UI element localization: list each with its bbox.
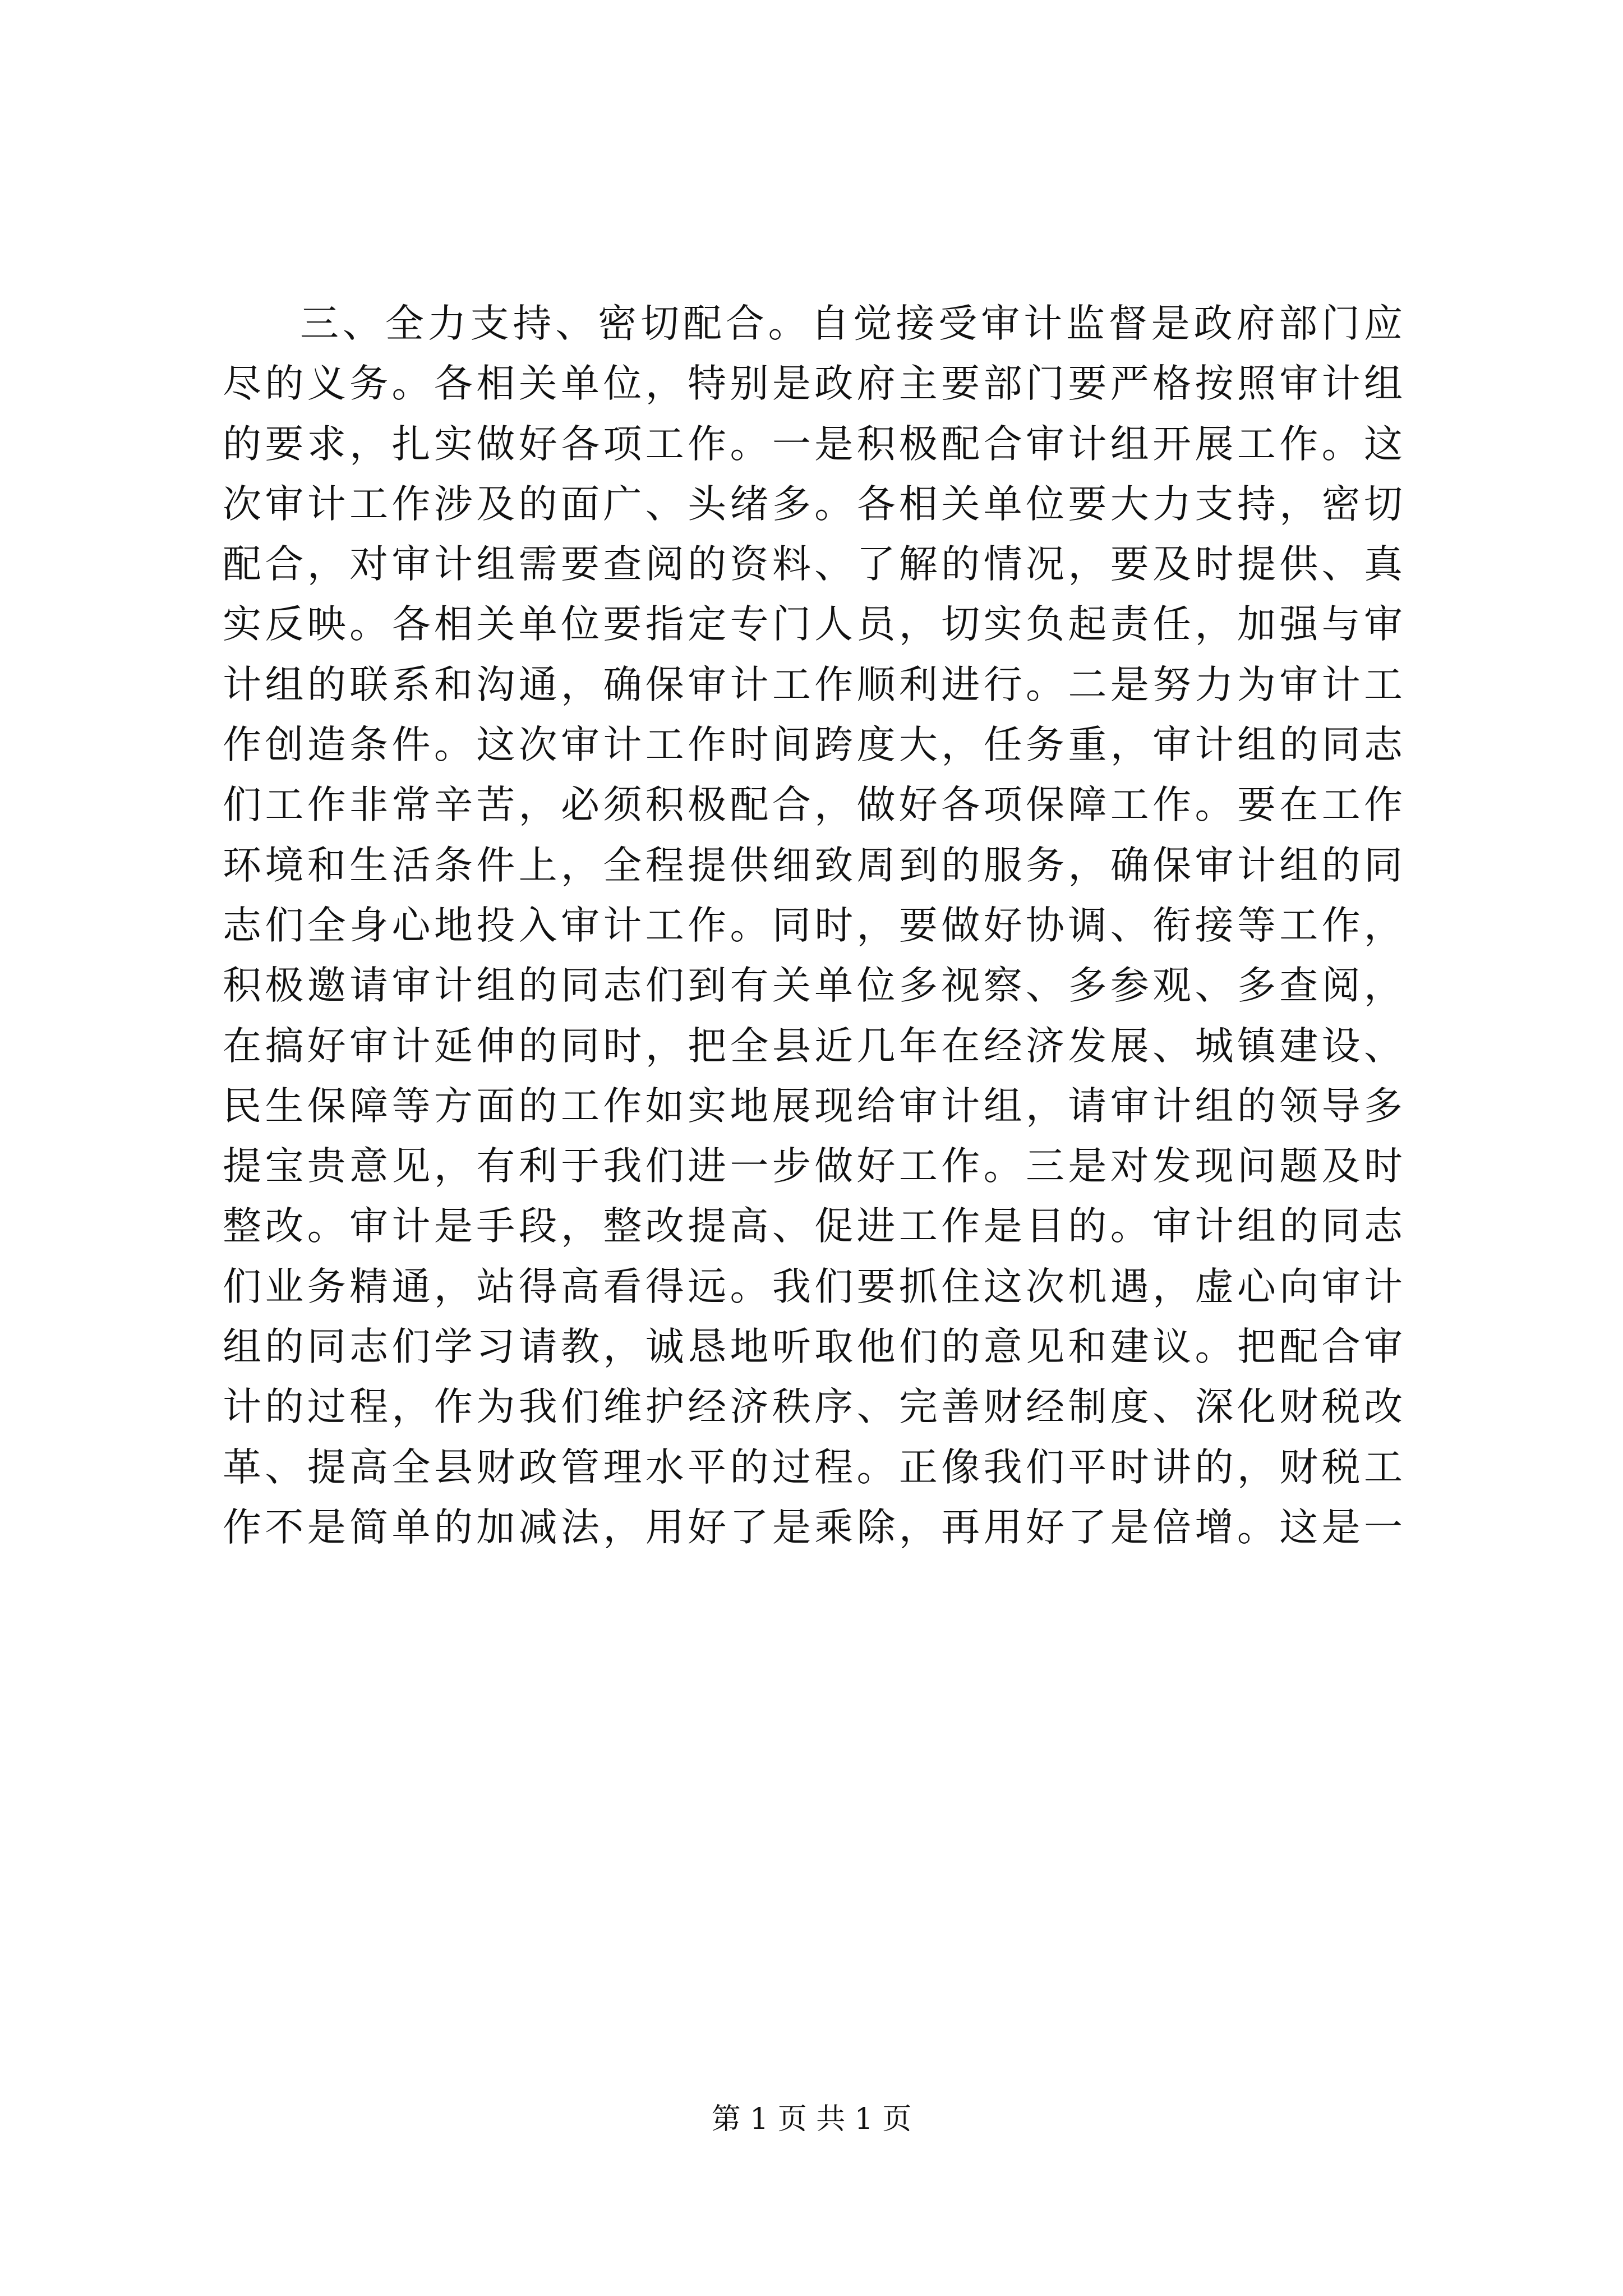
page-footer: 第 1 页 共 1 页 — [711, 2102, 912, 2136]
text-line: 提宝贵意见，有利于我们进一步做好工作。三是对发现问题及时 — [223, 1144, 1403, 1189]
text-line: 环境和生活条件上，全程提供细致周到的服务，确保审计组的同 — [223, 843, 1403, 888]
text-line: 次审计工作涉及的面广、头绪多。各相关单位要大力支持，密切 — [223, 481, 1403, 527]
text-line: 整改。审计是手段，整改提高、促进工作是目的。审计组的同志 — [223, 1204, 1403, 1249]
text-line: 们业务精通，站得高看得远。我们要抓住这次机遇，虚心向审计 — [223, 1264, 1403, 1309]
text-line: 在搞好审计延伸的同时，把全县近几年在经济发展、城镇建设、 — [223, 1023, 1403, 1069]
text-line: 组的同志们学习请教，诚恳地听取他们的意见和建议。把配合审 — [223, 1324, 1403, 1370]
text-line: 革、提高全县财政管理水平的过程。正像我们平时讲的，财税工 — [223, 1444, 1403, 1490]
body-paragraph — [223, 294, 1403, 1558]
text-line: 志们全身心地投入审计工作。同时，要做好协调、衔接等工作， — [223, 903, 1403, 948]
text-line: 计组的联系和沟通，确保审计工作顺利进行。二是努力为审计工 — [223, 662, 1403, 707]
text-line: 的要求，扎实做好各项工作。一是积极配合审计组开展工作。这 — [223, 421, 1403, 467]
text-line: 尽的义务。各相关单位，特别是政府主要部门要严格按照审计组 — [223, 361, 1403, 407]
text-line: 民生保障等方面的工作如实地展现给审计组，请审计组的领导多 — [223, 1083, 1403, 1129]
text-line: 积极邀请审计组的同志们到有关单位多视察、多参观、多查阅， — [223, 963, 1403, 1009]
text-line: 们工作非常辛苦，必须积极配合，做好各项保障工作。要在工作 — [223, 783, 1403, 828]
text-line: 实反映。各相关单位要指定专门人员，切实负起责任，加强与审 — [223, 602, 1403, 647]
text-line: 三、全力支持、密切配合。自觉接受审计监督是政府部门应 — [300, 301, 1403, 346]
text-line: 作创造条件。这次审计工作时间跨度大，任务重，审计组的同志 — [223, 723, 1403, 768]
text-line: 作不是简单的加减法，用好了是乘除，再用好了是倍增。这是一 — [223, 1504, 1403, 1550]
text-line: 配合，对审计组需要查阅的资料、了解的情况，要及时提供、真 — [223, 542, 1403, 587]
text-line: 计的过程，作为我们维护经济秩序、完善财经制度、深化财税改 — [223, 1384, 1403, 1430]
